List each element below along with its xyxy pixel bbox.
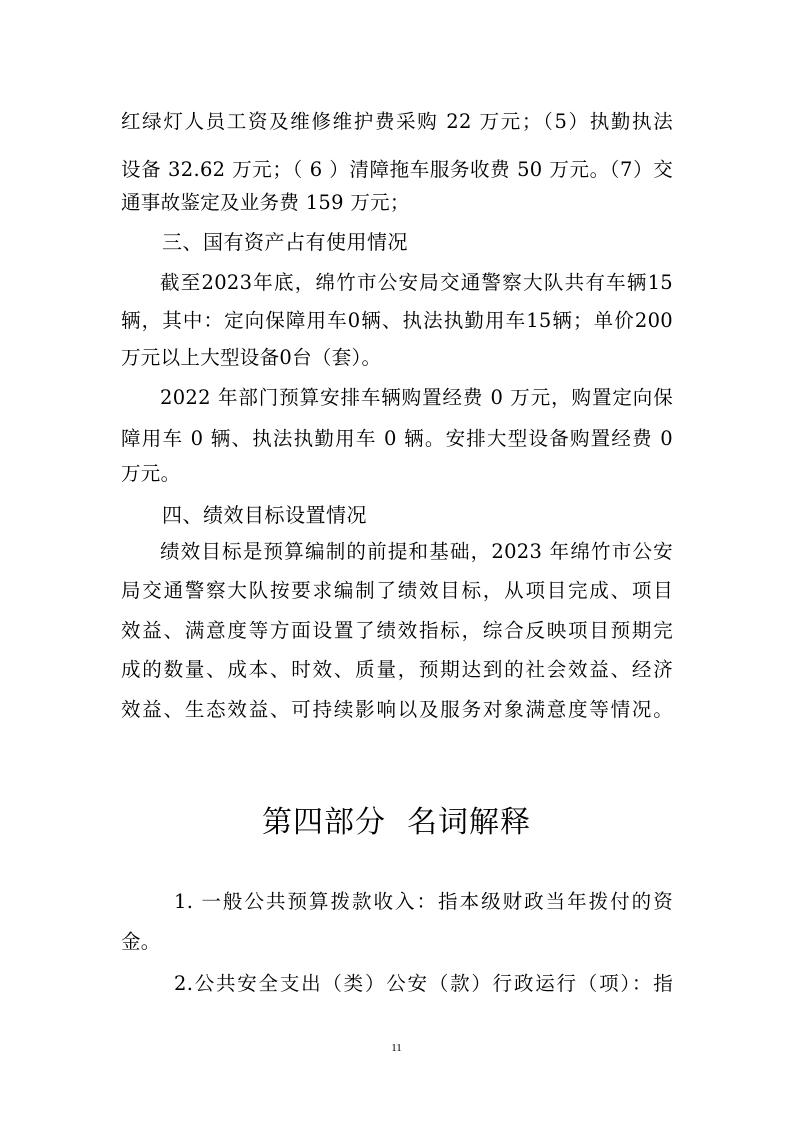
paragraph-line: 红绿灯人员工资及维修维护费采购 22 万元；（5）执勤执法 <box>121 110 673 133</box>
paragraph-line: 辆，其中：定向保障用车0辆、执法执勤用车15辆；单价200 <box>121 309 673 332</box>
paragraph-line: 万元以上大型设备0台（套）。 <box>121 346 382 369</box>
page-number: 11 <box>391 1042 402 1054</box>
paragraph-line: 局交通警察大队按要求编制了绩效目标，从项目完成、项目 <box>121 579 673 602</box>
paragraph-line: 通事故鉴定及业务费 159 万元； <box>121 191 410 214</box>
section-heading-assets: 三、国有资产占有使用情况 <box>162 230 408 254</box>
paragraph-line: 效益、满意度等方面设置了绩效指标，综合反映项目预期完 <box>121 619 673 642</box>
term-line: 金。 <box>121 930 161 953</box>
section-heading-performance: 四、绩效目标设置情况 <box>162 503 367 527</box>
paragraph-line: 障用车 0 辆、执法执勤用车 0 辆。安排大型设备购置经费 0 <box>121 427 673 450</box>
part-title: 第四部分 名词解释 <box>261 805 532 840</box>
paragraph-line: 效益、生态效益、可持续影响以及服务对象满意度等情况。 <box>121 698 673 721</box>
paragraph-line: 设备 32.62 万元；（ 6 ）清障拖车服务收费 50 万元。（7）交 <box>121 158 673 181</box>
term-line: 2.公共安全支出（类）公安（款）行政运行（项）：指 <box>174 972 673 995</box>
paragraph-line: 成的数量、成本、时效、质量，预期达到的社会效益、经济 <box>121 658 673 681</box>
paragraph-line: 万元。 <box>121 462 181 485</box>
term-line: 1. 一般公共预算拨款收入：指本级财政当年拨付的资 <box>174 890 673 913</box>
paragraph-line: 截至2023年底，绵竹市公安局交通警察大队共有车辆15 <box>160 271 673 294</box>
paragraph-line: 2022 年部门预算安排车辆购置经费 0 万元，购置定向保 <box>160 386 673 409</box>
paragraph-line: 绩效目标是预算编制的前提和基础，2023 年绵竹市公安 <box>160 540 673 563</box>
